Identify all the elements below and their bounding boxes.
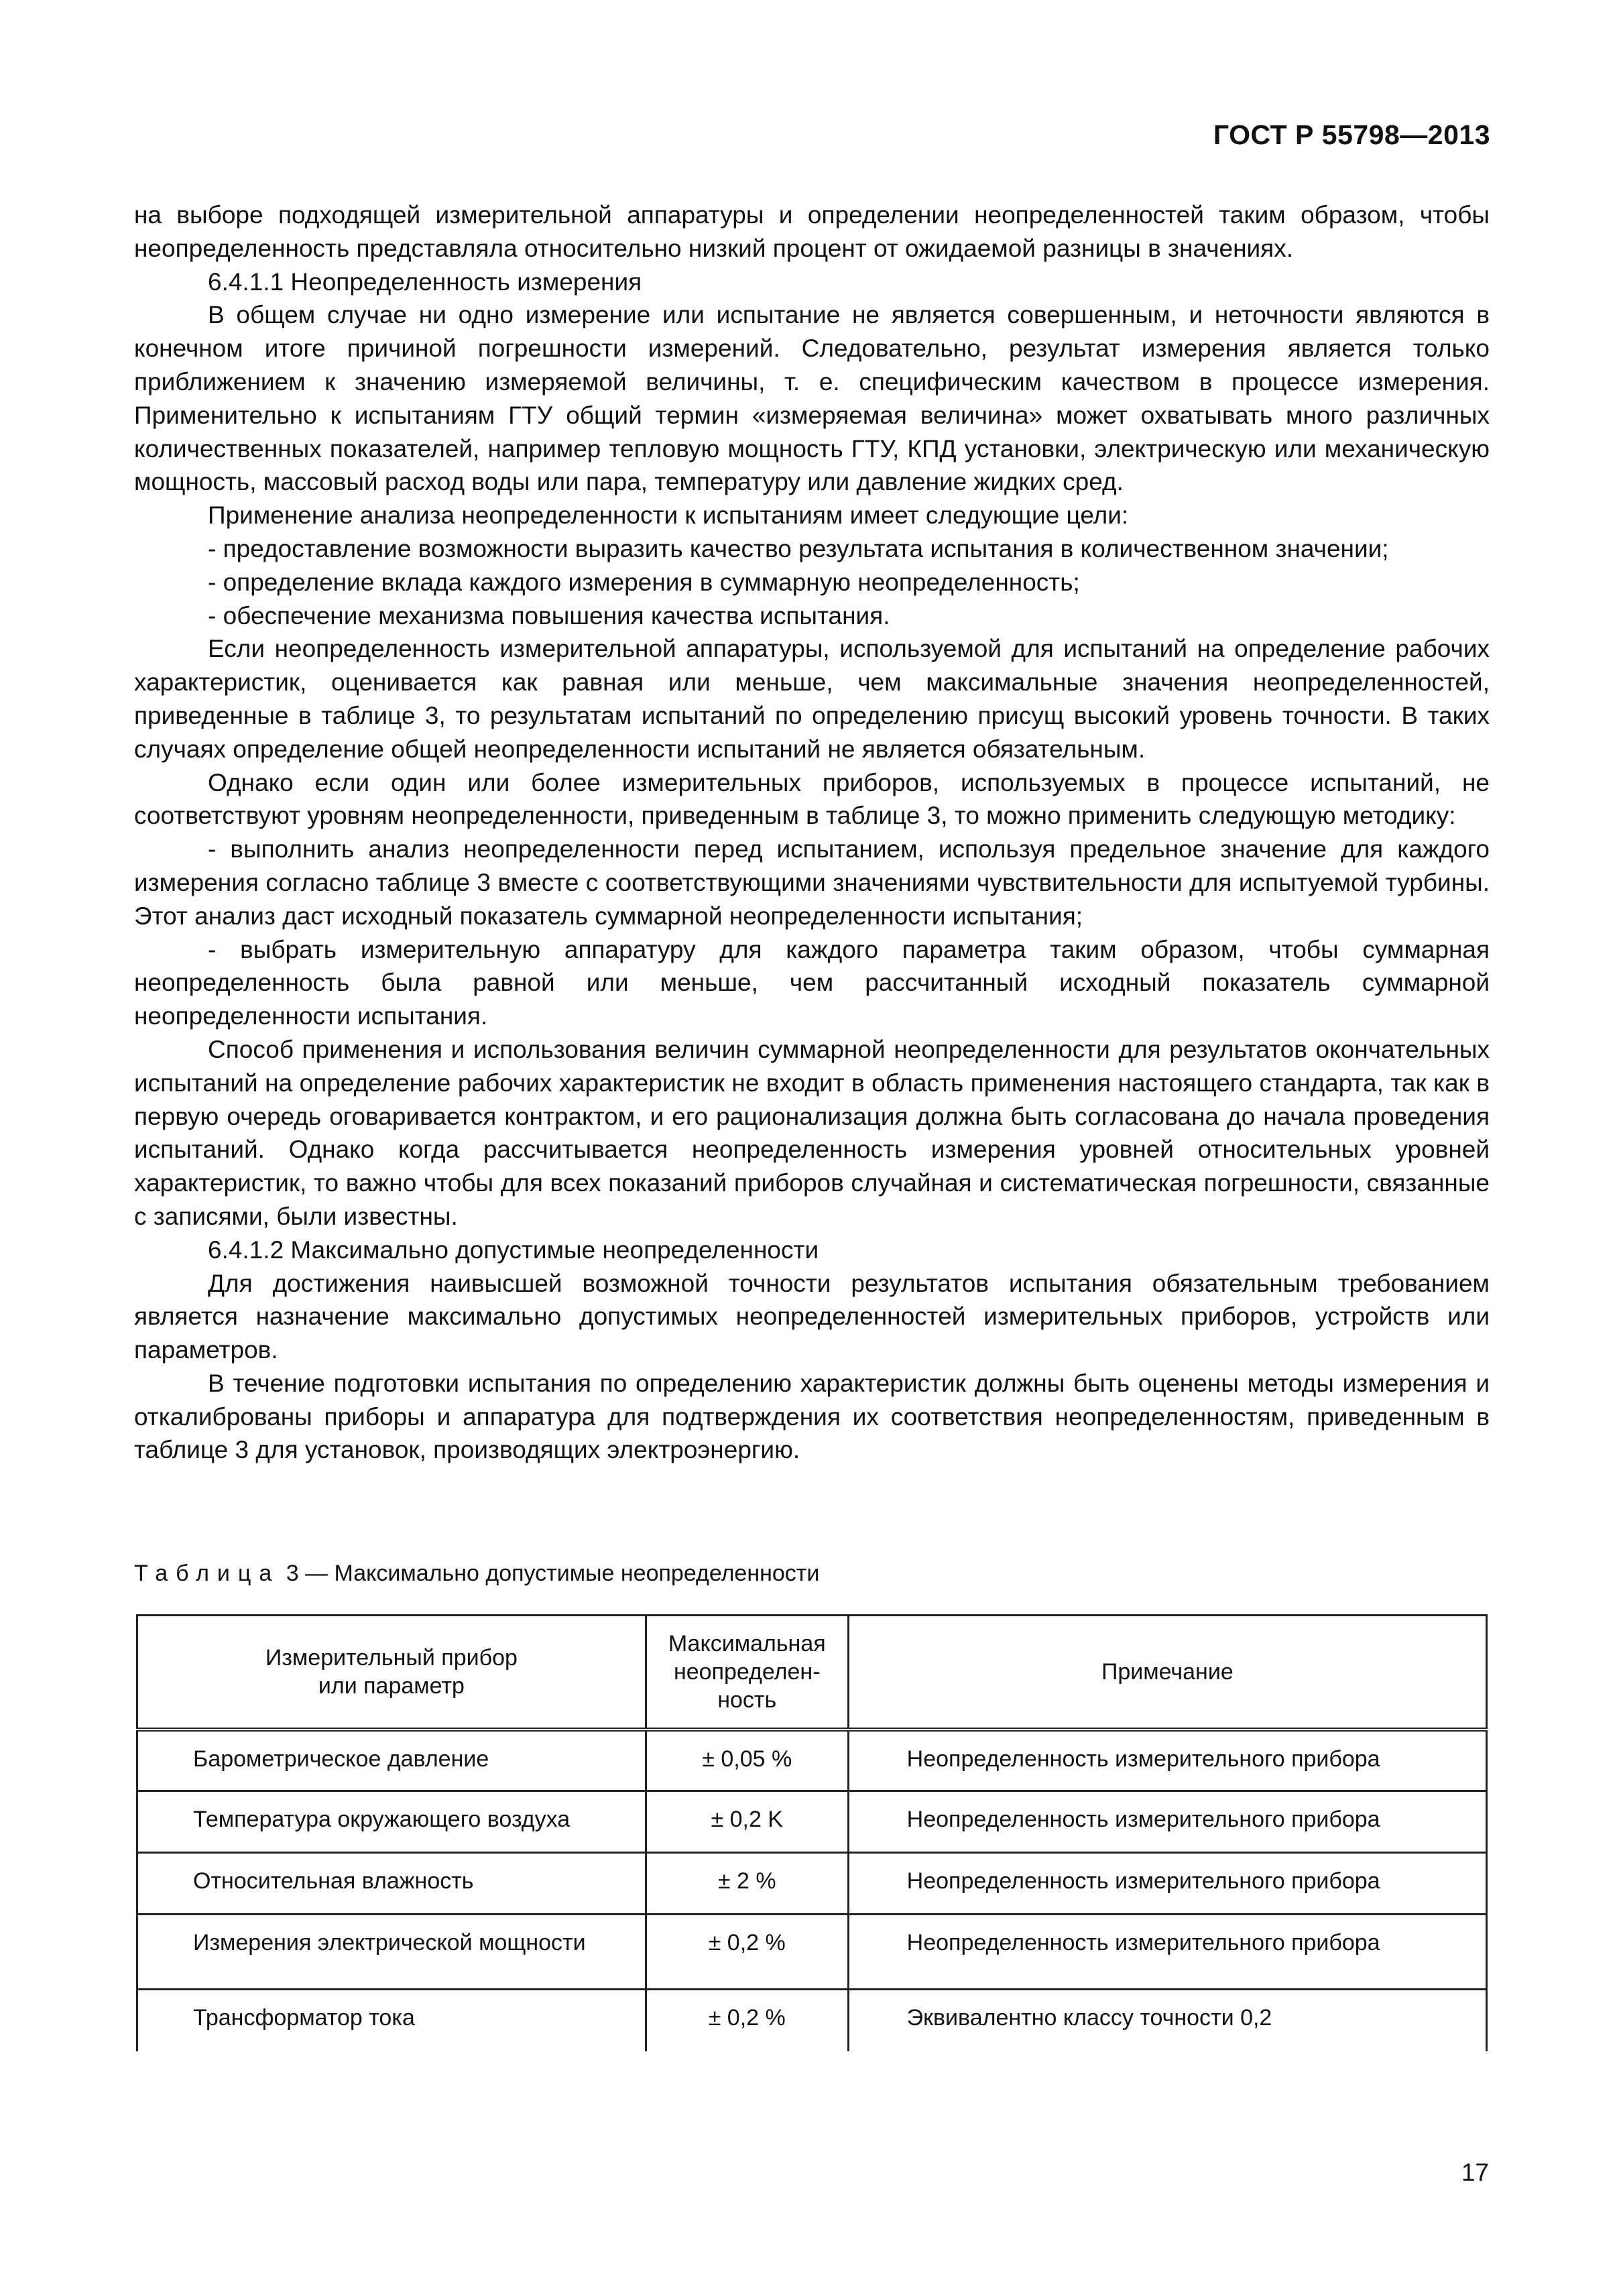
cell-parameter: Относительная влажность	[137, 1853, 646, 1915]
body-text	[134, 198, 1490, 1467]
header-max-uncertainty: Максимальная неопределен- ность	[646, 1616, 848, 1730]
document-code: ГОСТ Р 55798—2013	[1213, 119, 1490, 150]
table-caption-label: Таблица	[134, 1561, 280, 1586]
paragraph: - выполнить анализ неопределенности перед испытанием, используя предельное значение для каждого измерения согласно таблице 3 вместе с соответствующими значениями чувствительности для испытуемой турбины. Этот анализ даст исходный показатель суммарной неопределенности испытания;	[134, 835, 1490, 930]
table-caption-title: 3 — Максимально допустимые неопределенности	[280, 1561, 820, 1586]
paragraph: Однако если один или более измерительных приборов, используемых в процессе испытаний, не соответствуют уровням неопределенности, приведенным в таблице 3, то можно применить следующую методику:	[134, 768, 1490, 830]
cell-uncertainty: ± 2 %	[646, 1853, 848, 1915]
table-row	[137, 1730, 1487, 1791]
paragraph: 6.4.1.1 Неопределенность измерения	[208, 267, 642, 296]
table-row	[137, 1915, 1487, 1990]
page-number: 17	[1461, 2159, 1489, 2186]
table-row	[137, 1990, 1487, 2051]
cell-uncertainty: ± 0,2 %	[646, 1915, 848, 1990]
paragraph: В течение подготовки испытания по определению характеристик должны быть оценены методы измерения и откалиброваны приборы и аппаратура для подтверждения их соответствия неопределенностям, приведенным в таблице 3 для установок, производящих электроэнергию.	[134, 1369, 1490, 1464]
paragraph: на выборе подходящей измерительной аппаратуры и определении неопределенностей таким образом, чтобы неопределенность представляла относительно низкий процент от ожидаемой разницы в значениях.	[134, 201, 1490, 262]
paragraph: - определение вклада каждого измерения в суммарную неопределенность;	[208, 568, 1080, 596]
paragraph: - выбрать измерительную аппаратуру для каждого параметра таким образом, чтобы суммарная неопределенность была равной или меньше, чем рассчитанный исходный показатель суммарной неопределенности испытания.	[134, 935, 1490, 1030]
paragraph: Способ применения и использования величин суммарной неопределенности для результатов окончательных испытаний на определение рабочих характеристик не входит в область применения настоящего стандарта, так как в первую очередь оговаривается контрактом, и его рационализация должна быть согласована до начала проведения испытаний. Однако когда рассчитывается неопределенность измерения уровней относительных уровней характеристик, то важно чтобы для всех показаний приборов случайная и систематическая погрешности, связанные с записями, были известны.	[134, 1035, 1490, 1230]
paragraph: Применение анализа неопределенности к испытаниям имеет следующие цели:	[208, 501, 1129, 530]
paragraph: Если неопределенность измерительной аппаратуры, используемой для испытаний на определение рабочих характеристик, оценивается как равная или меньше, чем максимальные значения неопределенностей, приведенные в таблице 3, то результатам испытаний по определению присущ высокий уровень точности. В таких случаях определение общей неопределенности испытаний не является обязательным.	[134, 635, 1490, 763]
header-note: Примечание	[848, 1616, 1486, 1730]
cell-uncertainty: ± 0,2 %	[646, 1990, 848, 2051]
cell-parameter: Барометрическое давление	[137, 1730, 646, 1791]
cell-note: Эквивалентно классу точности 0,2	[848, 1990, 1486, 2051]
table-caption	[134, 1561, 819, 1587]
cell-parameter: Трансформатор тока	[137, 1990, 646, 2051]
paragraph: Для достижения наивысшей возможной точности результатов испытания обязательным требованием является назначение максимально допустимых неопределенностей измерительных приборов, устройств или параметров.	[134, 1269, 1490, 1364]
paragraph: - обеспечение механизма повышения качества испытания.	[208, 601, 890, 629]
table-row	[137, 1853, 1487, 1915]
cell-note: Неопределенность измерительного прибора	[848, 1791, 1486, 1853]
table-header-row	[137, 1616, 1487, 1730]
paragraph: 6.4.1.2 Максимально допустимые неопределенности	[208, 1235, 819, 1264]
cell-parameter: Измерения электрической мощности	[137, 1915, 646, 1990]
cell-parameter: Температура окружающего воздуха	[137, 1791, 646, 1853]
paragraph: - предоставление возможности выразить качество результата испытания в количественном значении;	[208, 534, 1389, 562]
cell-note: Неопределенность измерительного прибора	[848, 1915, 1486, 1990]
cell-note: Неопределенность измерительного прибора	[848, 1730, 1486, 1791]
table-row	[137, 1791, 1487, 1853]
paragraph: В общем случае ни одно измерение или испытание не является совершенным, и неточности являются в конечном итоге причиной погрешности измерений. Следовательно, результат измерения является только приближением к значению измеряемой величины, т. е. специфическим качеством в процессе измерения. Применительно к испытаниям ГТУ общий термин «измеряемая величина» может охватывать много различных количественных показателей, например тепловую мощность ГТУ, КПД установки, электрическую или механическую мощность, массовый расход воды или пара, температуру или давление жидких сред.	[134, 301, 1490, 496]
cell-uncertainty: ± 0,2 K	[646, 1791, 848, 1853]
header-instrument: Измерительный прибор или параметр	[137, 1616, 646, 1730]
uncertainty-table	[136, 1614, 1488, 2051]
cell-uncertainty: ± 0,05 %	[646, 1730, 848, 1791]
cell-note: Неопределенность измерительного прибора	[848, 1853, 1486, 1915]
